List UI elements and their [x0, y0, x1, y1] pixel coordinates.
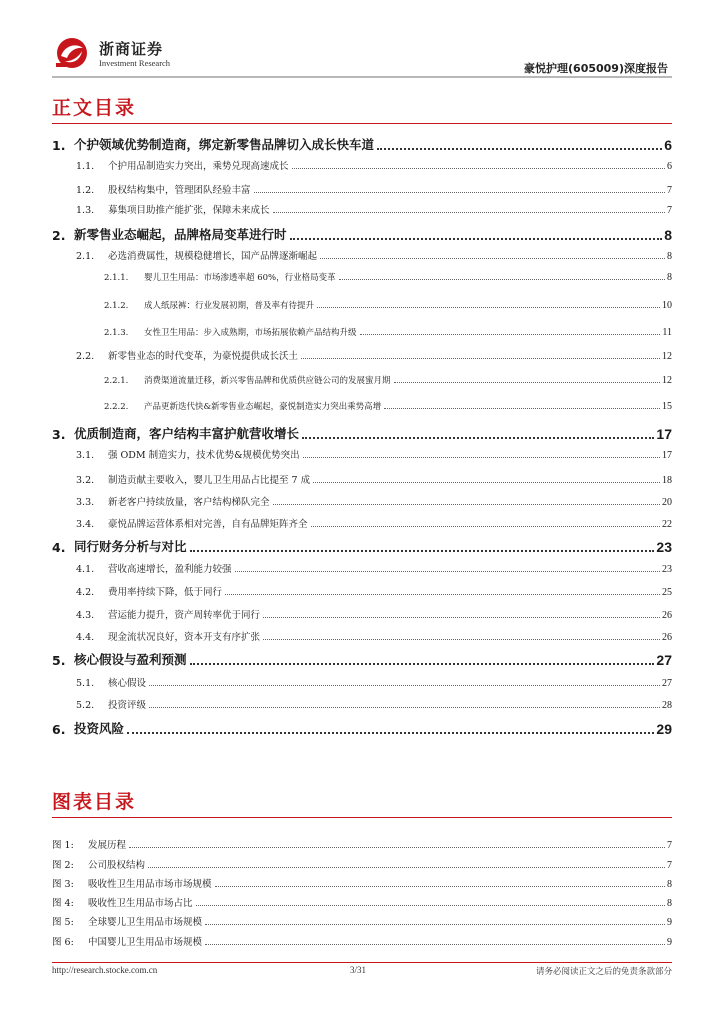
- toc-entry-leader: [235, 571, 660, 572]
- toc-entry-number: 1.: [52, 138, 66, 153]
- figure-entry-label: 公司股权结构: [88, 860, 146, 871]
- toc-entry-page: 27: [656, 652, 672, 668]
- figure-entry-leader: [215, 886, 665, 887]
- toc-entry-page: 25: [662, 587, 672, 598]
- toc-entry-page: 8: [667, 272, 672, 283]
- toc-entry[interactable]: [76, 348, 672, 362]
- footer-divider: [52, 962, 672, 963]
- toc-entry-label: 个护领域优势制造商，绑定新零售品牌切入成长快车道: [74, 137, 375, 152]
- toc-entry-label: 消费渠道流量迁移，新兴零售品牌和优质供应链公司的发展蜜月期: [144, 376, 391, 386]
- figure-entry-label: 吸收性卫生用品市场占比: [88, 898, 193, 909]
- toc-entry[interactable]: [76, 561, 672, 575]
- toc-entry-number: 1.1.: [76, 161, 95, 172]
- toc-entry-page: 8: [664, 227, 672, 243]
- toc-entry[interactable]: [52, 225, 672, 243]
- toc-entry-number: 4.1.: [76, 564, 95, 575]
- toc-entry-label: 股权结构集中，管理团队经验丰富: [108, 185, 251, 196]
- toc-entry-number: 5.: [52, 653, 66, 668]
- toc-entry-leader: [225, 594, 660, 595]
- toc-entry[interactable]: [52, 424, 672, 442]
- company-logo-icon: [52, 36, 92, 70]
- toc-entry-label: 核心假设与盈利预测: [74, 652, 187, 667]
- toc-entry-label: 必选消费属性，规模稳健增长，国产品牌逐渐崛起: [108, 251, 318, 262]
- toc-entry-leader: [127, 732, 654, 734]
- toc-entry[interactable]: [76, 516, 672, 530]
- page-number: 3/31: [350, 965, 367, 975]
- figure-entry-number: 图 5:: [52, 917, 74, 928]
- toc-entry-label: 同行财务分析与对比: [74, 539, 187, 554]
- toc-entry[interactable]: [76, 158, 672, 172]
- toc-entry-leader: [292, 168, 665, 169]
- toc-entry-leader: [384, 408, 660, 409]
- toc-entry-number: 2.2.2.: [104, 402, 129, 412]
- figure-entry[interactable]: [52, 876, 672, 890]
- toc-entry-page: 17: [662, 450, 672, 461]
- toc-entry-leader: [263, 639, 660, 640]
- figure-entry[interactable]: [52, 895, 672, 909]
- toc-entry-label: 投资风险: [74, 721, 125, 736]
- footer-disclaimer: 请务必阅读正文之后的免责条款部分: [535, 967, 672, 977]
- toc-entry-number: 2.: [52, 228, 66, 243]
- toc-entry[interactable]: [76, 202, 672, 216]
- header-divider: [52, 76, 672, 78]
- toc-entry[interactable]: [76, 447, 672, 461]
- toc-entry-leader: [254, 192, 665, 193]
- toc-entry-label: 制造贡献主要收入，婴儿卫生用品占比提至 7 成: [108, 475, 311, 486]
- figure-entry-number: 图 1:: [52, 840, 74, 851]
- toc-entry[interactable]: [104, 398, 672, 412]
- toc-entry[interactable]: [52, 719, 672, 737]
- figure-entry[interactable]: [52, 914, 672, 928]
- toc-entry-leader: [302, 437, 654, 439]
- toc-entry-number: 3.3.: [76, 497, 95, 508]
- toc-entry-page: 6: [667, 161, 672, 172]
- toc-entry[interactable]: [76, 584, 672, 598]
- toc-entry[interactable]: [76, 697, 672, 711]
- toc-entry[interactable]: [76, 494, 672, 508]
- toc-entry-leader: [190, 663, 655, 665]
- figure-entry[interactable]: [52, 857, 672, 871]
- toc-entry-label: 产品更新迭代快&新零售业态崛起，豪悦制造实力突出乘势高增: [144, 402, 382, 412]
- toc-entry-page: 8: [667, 251, 672, 262]
- toc-entry-number: 3.2.: [76, 475, 95, 486]
- toc-entry[interactable]: [104, 324, 672, 338]
- toc-entry-leader: [320, 258, 665, 259]
- toc-entry[interactable]: [76, 629, 672, 643]
- toc-entry-number: 2.2.1.: [104, 376, 129, 386]
- figure-entry-page: 7: [667, 860, 672, 871]
- toc-entry-label: 核心假设: [108, 678, 147, 689]
- toc-entry[interactable]: [52, 135, 672, 153]
- toc-entry-label: 豪悦品牌运营体系相对完善，自有品牌矩阵齐全: [108, 519, 308, 530]
- figure-entry-leader: [129, 847, 665, 848]
- toc-entry-label: 新老客户持续放量，客户结构梯队完全: [108, 497, 270, 508]
- toc-entry-number: 2.1.1.: [104, 273, 129, 283]
- toc-entry-label: 强 ODM 制造实力，技术优势&规模优势突出: [108, 450, 300, 461]
- figure-entry[interactable]: [52, 837, 672, 851]
- toc-entry-page: 29: [656, 721, 672, 737]
- figure-entry-label: 吸收性卫生用品市场市场规模: [88, 879, 212, 890]
- toc-entry-page: 26: [662, 632, 672, 643]
- toc-entry-page: 7: [667, 205, 672, 216]
- toc-entry-number: 3.4.: [76, 519, 95, 530]
- toc-entry-leader: [290, 238, 663, 240]
- toc-entry-leader: [149, 707, 660, 708]
- toc-entry[interactable]: [76, 472, 672, 486]
- toc-entry-label: 女性卫生用品：步入成熟期，市场拓展依赖产品结构升级: [144, 328, 357, 338]
- company-name-cn: 浙商证券: [99, 40, 164, 58]
- toc-entry-page: 23: [662, 564, 672, 575]
- figure-entry-page: 9: [667, 937, 672, 948]
- toc-entry[interactable]: [76, 182, 672, 196]
- toc-entry-label: 优质制造商，客户结构丰富护航营收增长: [74, 426, 300, 441]
- toc-entry-page: 12: [662, 375, 672, 386]
- toc-entry-number: 4.4.: [76, 632, 95, 643]
- toc-entry-number: 5.2.: [76, 700, 95, 711]
- toc-entry[interactable]: [104, 372, 672, 386]
- figure-entry-page: 9: [667, 917, 672, 928]
- toc-entry-number: 2.1.3.: [104, 328, 129, 338]
- toc-entry-number: 5.1.: [76, 678, 95, 689]
- figure-entry-number: 图 2:: [52, 860, 74, 871]
- toc-entry-page: 7: [667, 185, 672, 196]
- toc-entry-number: 4.: [52, 540, 66, 555]
- toc-entry-number: 1.3.: [76, 205, 95, 216]
- figure-entry-page: 8: [667, 898, 672, 909]
- figure-entry-leader: [148, 867, 665, 868]
- toc-entry-label: 投资评级: [108, 700, 147, 711]
- toc-entry-number: 3.1.: [76, 450, 95, 461]
- toc-entry[interactable]: [104, 297, 672, 311]
- toc-entry-label: 个护用品制造实力突出，乘势兑现高速成长: [108, 161, 289, 172]
- toc-entry-leader: [301, 358, 660, 359]
- toc-entry-leader: [317, 307, 660, 308]
- figure-entry-label: 中国婴儿卫生用品市场规模: [88, 937, 203, 948]
- toc-entry[interactable]: [52, 537, 672, 555]
- toc-entry-leader: [273, 212, 665, 213]
- footer-url[interactable]: http://research.stocke.com.cn: [52, 965, 158, 975]
- toc-title-rule: [52, 123, 672, 124]
- toc-entry-number: 1.2.: [76, 185, 95, 196]
- toc-entry-page: 28: [662, 700, 672, 711]
- toc-entry-page: 20: [662, 497, 672, 508]
- toc-entry-page: 27: [662, 678, 672, 689]
- toc-entry-label: 婴儿卫生用品：市场渗透率超 60%，行业格局变革: [144, 273, 336, 283]
- toc-entry-label: 营收高速增长，盈利能力较强: [108, 564, 232, 575]
- toc-entry-page: 18: [662, 475, 672, 486]
- toc-entry-leader: [303, 457, 660, 458]
- report-title: 豪悦护理(605009)深度报告: [524, 62, 668, 75]
- toc-entry-leader: [311, 526, 660, 527]
- figure-entry-number: 图 4:: [52, 898, 74, 909]
- toc-entry-page: 26: [662, 610, 672, 621]
- toc-entry-page: 10: [662, 300, 672, 311]
- figure-entry-number: 图 3:: [52, 879, 74, 890]
- toc-entry-label: 现金流状况良好，资本开支有序扩张: [108, 632, 261, 643]
- toc-entry[interactable]: [104, 269, 672, 283]
- toc-entry-leader: [273, 504, 660, 505]
- toc-entry-label: 募集项目助推产能扩张，保障未来成长: [108, 205, 270, 216]
- toc-entry-number: 2.1.: [76, 251, 95, 262]
- toc-entry[interactable]: [76, 607, 672, 621]
- figures-title: 图表目录: [52, 791, 137, 813]
- toc-entry[interactable]: [76, 675, 672, 689]
- toc-entry-page: 22: [662, 519, 672, 530]
- toc-entry-label: 成人纸尿裤：行业发展初期，普及率有待提升: [144, 301, 315, 311]
- toc-entry-number: 2.2.: [76, 351, 95, 362]
- toc-entry-leader: [313, 482, 660, 483]
- figure-entry-label: 全球婴儿卫生用品市场规模: [88, 917, 203, 928]
- toc-entry-leader: [360, 334, 661, 335]
- toc-entry-page: 15: [662, 401, 672, 412]
- toc-title: 正文目录: [52, 97, 137, 119]
- figure-entry-leader: [196, 905, 665, 906]
- toc-entry-number: 2.1.2.: [104, 301, 129, 311]
- toc-entry-label: 营运能力提升，资产周转率优于同行: [108, 610, 261, 621]
- toc-entry-page: 6: [664, 137, 672, 153]
- toc-entry-leader: [190, 550, 655, 552]
- toc-entry-label: 新零售业态崛起，品牌格局变革进行时: [74, 227, 287, 242]
- figure-entry-leader: [205, 944, 665, 945]
- toc-entry-label: 费用率持续下降，低于同行: [108, 587, 223, 598]
- toc-entry-leader: [339, 279, 665, 280]
- toc-entry-number: 4.3.: [76, 610, 95, 621]
- toc-entry[interactable]: [52, 650, 672, 668]
- company-name-en: Investment Research: [99, 58, 171, 68]
- figure-entry-page: 8: [667, 879, 672, 890]
- toc-entry-leader: [377, 148, 662, 150]
- figures-title-rule: [52, 817, 672, 818]
- toc-entry-label: 新零售业态的时代变革，为豪悦提供成长沃土: [108, 351, 299, 362]
- toc-entry-page: 11: [662, 327, 672, 338]
- figure-entry-label: 发展历程: [88, 840, 127, 851]
- figure-entry-number: 图 6:: [52, 937, 74, 948]
- toc-entry-leader: [149, 685, 660, 686]
- figure-entry-leader: [205, 924, 665, 925]
- toc-entry-number: 6.: [52, 722, 66, 737]
- toc-entry-page: 17: [656, 426, 672, 442]
- toc-entry-leader: [263, 617, 660, 618]
- toc-entry-page: 12: [662, 351, 672, 362]
- toc-entry[interactable]: [76, 248, 672, 262]
- page-header: [0, 0, 724, 80]
- toc-entry-leader: [394, 382, 660, 383]
- toc-entry-page: 23: [656, 539, 672, 555]
- figure-entry-page: 7: [667, 840, 672, 851]
- toc-entry-number: 3.: [52, 427, 66, 442]
- figure-entry[interactable]: [52, 934, 672, 948]
- toc-entry-number: 4.2.: [76, 587, 95, 598]
